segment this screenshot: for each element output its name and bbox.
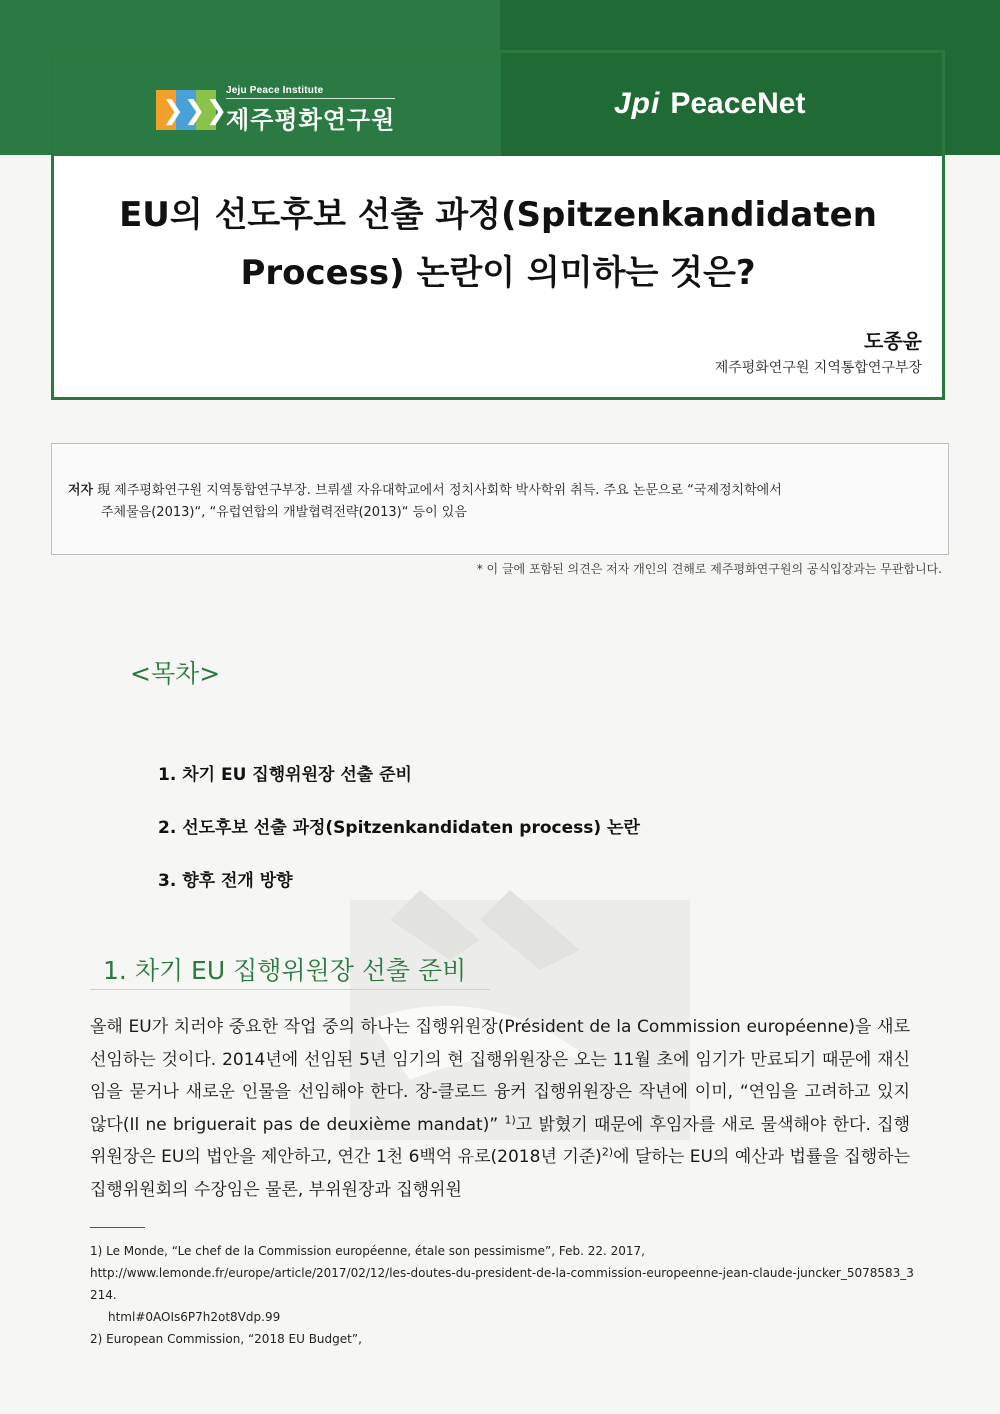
bio-label: 저자 xyxy=(68,483,94,498)
body-part-1: 올해 EU가 치러야 중요한 작업 중의 하나는 집행위원장(Président de la Commission européenne)을 새로 선임하는 것이다. 2014년에 선임된 5년 임기의 현 집행위원장은 오는 11월 초에 임기가 만료되기 때문에 재신임을 묻거나 새로운 인물을 선임해야 한다. 장-클로드 융커 집행위원장은 작년에 이미, “연임을 고려하고 있지 않다(Il ne briguerait pas de deuxième mandat)” xyxy=(90,1017,910,1135)
author-bio xyxy=(68,480,936,524)
toc-item-2[interactable]: 2. 선도후보 선출 과정(Spitzenkandidaten process) 논란 xyxy=(158,818,640,838)
footnote-2: 2) European Commission, “2018 EU Budget”, xyxy=(90,1332,362,1346)
toc-title: <목차> xyxy=(130,659,221,688)
title-line-1: EU의 선도후보 선출 과정(Spitzenkandidaten xyxy=(119,195,877,235)
title-line-2: Process) 논란이 의미하는 것은? xyxy=(240,253,756,293)
section-1-title: 1. 차기 EU 집행위원장 선출 준비 xyxy=(103,956,467,985)
footnote-1: 1) Le Monde, “Le chef de la Commission européenne, étale son pessimisme”, Feb. 22. 2017, xyxy=(90,1244,645,1258)
peacenet-mark: Jpi xyxy=(614,87,661,120)
bio-line-2: 주체물음(2013)“, “유럽연합의 개발협력전략(2013)“ 등이 있음 xyxy=(101,505,467,520)
footnote-ref-1[interactable]: 1) xyxy=(504,1113,516,1127)
document-title xyxy=(54,186,942,302)
section-1-body xyxy=(90,1011,910,1207)
toc-item-3[interactable]: 3. 향후 전개 방향 xyxy=(158,871,293,891)
author-name: 도종윤 xyxy=(864,329,922,353)
author-affiliation: 제주평화연구원 지역통합연구부장 xyxy=(714,360,922,376)
footnote-1-url-cont[interactable]: html#0AOIs6P7h2ot8Vdp.99 xyxy=(108,1310,281,1324)
footnote-1-url[interactable]: http://www.lemonde.fr/europe/article/2017/02/12/les-doutes-du-president-de-la-commission-europeenne-jean-claude-juncker_5078583_3214. xyxy=(90,1266,914,1302)
jeju-peace-institute-logo xyxy=(156,85,395,135)
disclaimer: * 이 글에 포함된 의견은 저자 개인의 견해로 제주평화연구원의 공식입장과는 무관합니다. xyxy=(476,562,942,576)
body-part-2: 고 밝혔기 때문에 후임자를 새로 물색해야 한다. 집행위원장은 EU의 법안을 제안하고, 연간 1천 6백억 유로(2018년 기준) xyxy=(90,1114,911,1168)
footnote-ref-2[interactable]: 2) xyxy=(601,1145,614,1159)
toc-item-1[interactable]: 1. 차기 EU 집행위원장 선출 준비 xyxy=(158,765,412,785)
bio-line-1: 現 제주평화연구원 지역통합연구부장. 브뤼셀 자유대학교에서 정치사회학 박사학위 취득. 주요 논문으로 “국제정치학에서 xyxy=(97,483,782,498)
logo-text-ko: 제주평화연구원 xyxy=(226,106,396,134)
body-part-3: 에 달하는 EU의 예산과 법률을 집행하는 집행위원회의 수장임은 물론, 부위원장과 집행위원 xyxy=(90,1147,910,1200)
author-bio-box xyxy=(51,443,949,555)
peacenet-name: PeaceNet xyxy=(670,87,806,120)
logo-mark-icon: ❯❯❯ xyxy=(156,90,218,130)
title-frame xyxy=(51,50,945,400)
logo-text-en: Jeju Peace Institute xyxy=(226,85,395,99)
footnotes xyxy=(90,1240,920,1350)
section-1-rule xyxy=(90,989,490,990)
peacenet-logo xyxy=(614,87,805,121)
footnote-divider xyxy=(90,1227,145,1228)
